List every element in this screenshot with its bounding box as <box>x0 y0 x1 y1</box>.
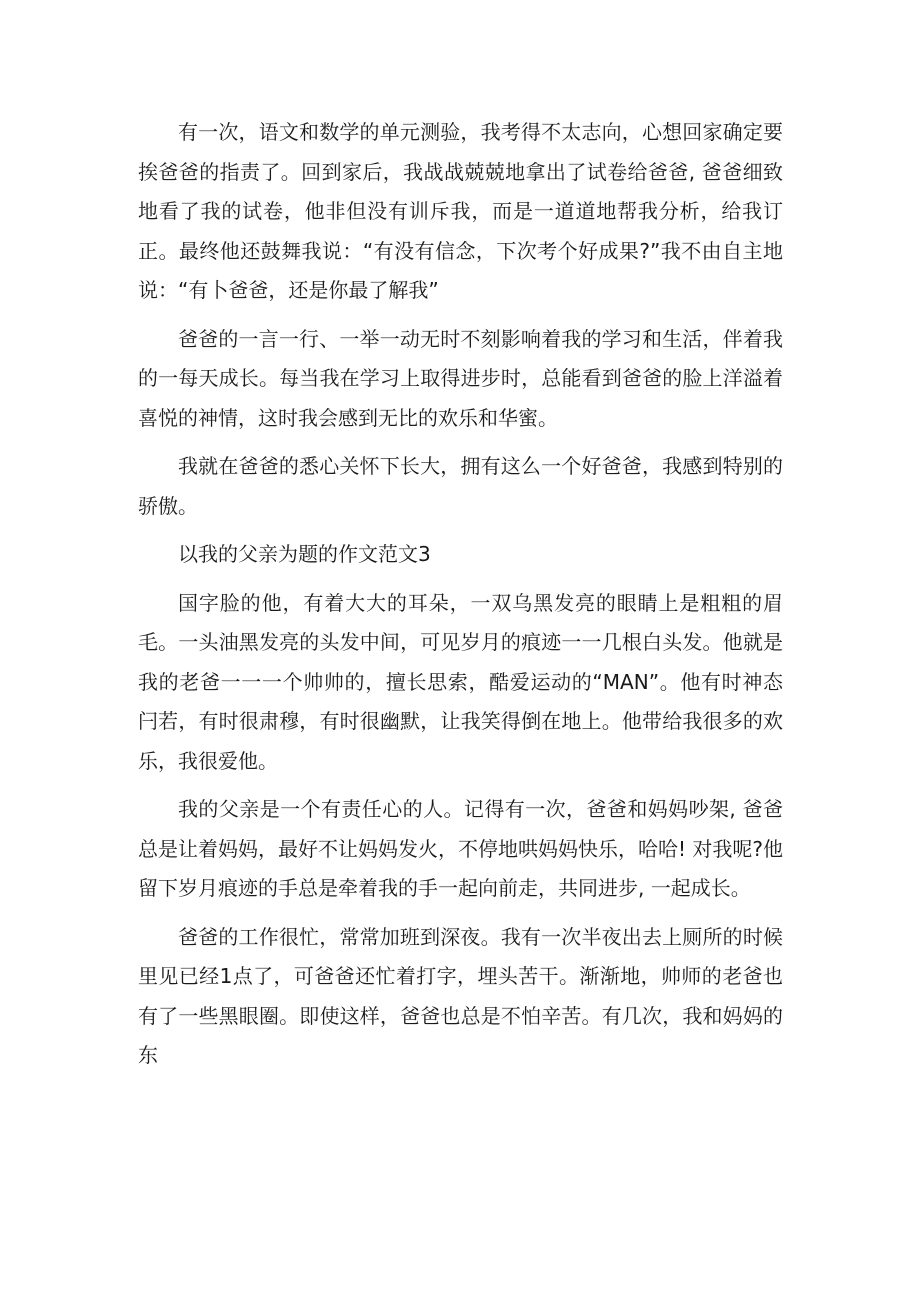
paragraph-2: 爸爸的一言一行、一举一动无时不刻影响着我的学习和生活，伴着我的一每天成长。每当我在学习上取得进步时，总能看到爸爸的脸上洋溢着喜悦的神情，这时我会感到无比的欢乐和华蜜。 <box>138 326 783 430</box>
paragraph-3: 我就在爸爸的悉心关怀下长大，拥有这么一个好爸爸，我感到特别的骄傲。 <box>138 454 783 518</box>
document-body <box>138 113 783 1085</box>
section-heading: 以我的父亲为题的作文范文3 <box>178 542 431 566</box>
paragraph-6: 爸爸的工作很忙，常常加班到深夜。我有一次半夜出去上厕所的时候里见已经1点了，可爸爸还忙着打字，埋头苦干。渐渐地，帅师的老爸也有了一些黑眼圈。即使这样，爸爸也总是不怕辛苦。有几次，我和妈妈的东 <box>138 924 783 1067</box>
paragraph-1: 有一次，语文和数学的单元测验，我考得不太志向，心想回家确定要挨爸爸的指责了。回到家后，我战战兢兢地拿出了试卷给爸爸, 爸爸细致地看了我的试卷，他非但没有训斥我，而是一道道地帮我分析，给我订正。最终他还鼓舞我说：“有没有信念，下次考个好成果?”我不由自主地说：“有卜爸爸，还是你最了解我” <box>138 120 783 302</box>
paragraph-4: 国字脸的他，有着大大的耳朵，一双乌黑发亮的眼睛上是粗粗的眉毛。一头油黑发亮的头发中间，可见岁月的痕迹一一几根白头发。他就是我的老爸一一一个帅帅的，擅长思索，酷爱运动的“MAN”。他有时神态闩若，有时很肃穆，有时很幽默，让我笑得倒在地上。他带给我很多的欢乐，我很爱他。 <box>138 590 783 773</box>
paragraph-5: 我的父亲是一个有责任心的人。记得有一次，爸爸和妈妈吵架, 爸爸总是让着妈妈，最好不让妈妈发火，不停地哄妈妈快乐，哈哈! 对我呢?他留下岁月痕迹的手总是牵着我的手一起向前走，共同进步, 一起成长。 <box>138 797 783 900</box>
